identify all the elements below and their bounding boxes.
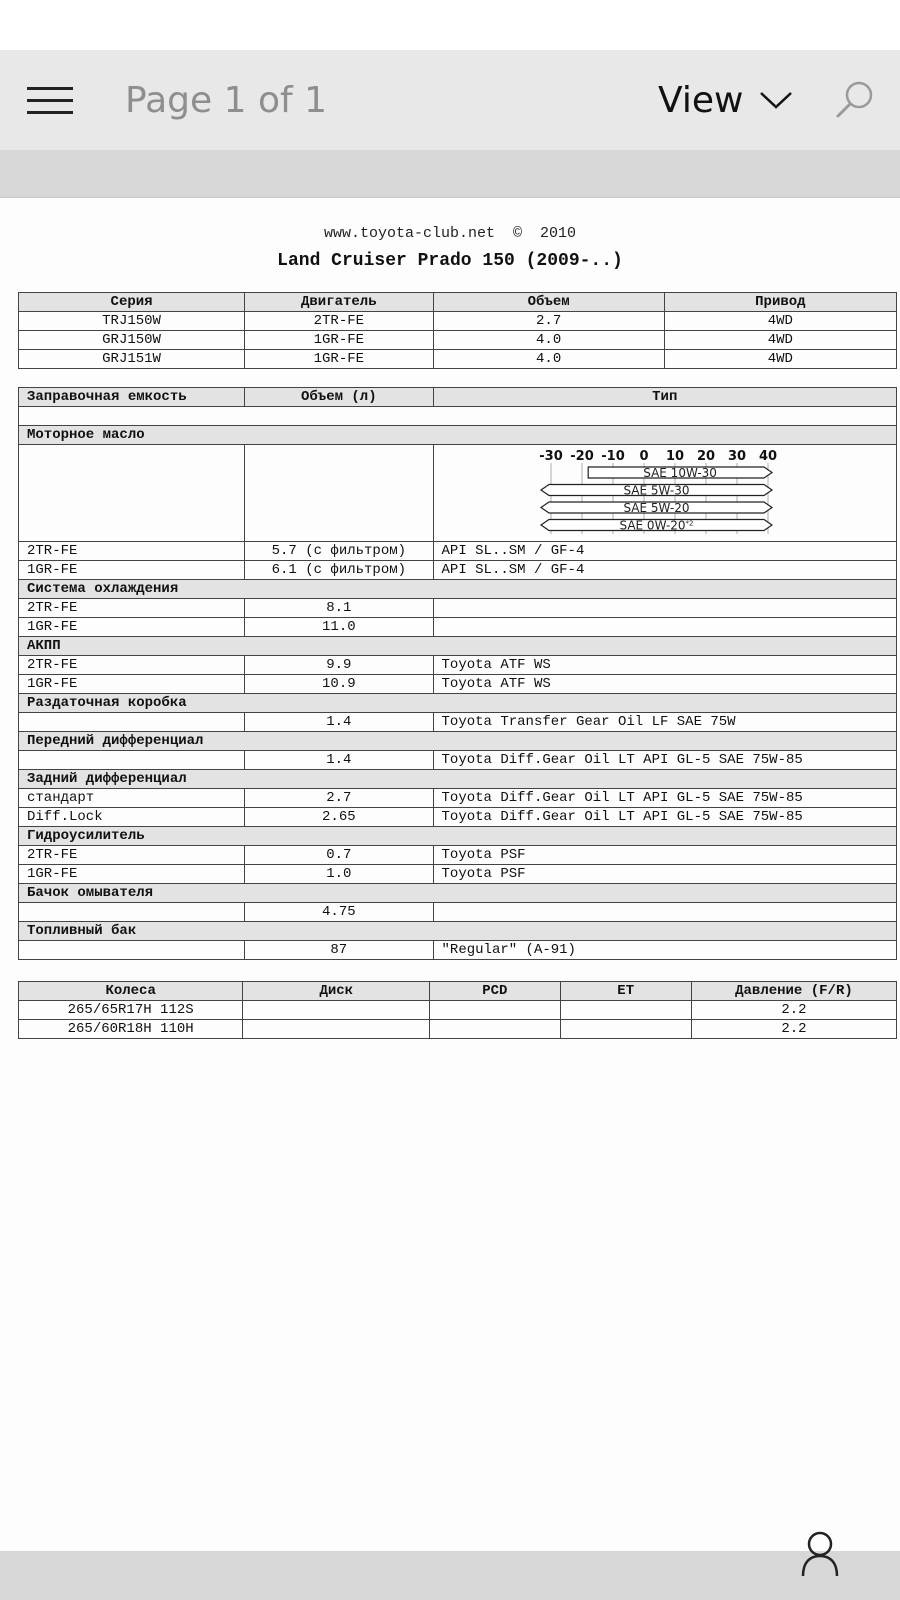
temperature-tick-label: 20 — [696, 449, 715, 464]
section-title: Раздаточная коробка — [19, 694, 897, 713]
section-title: АКПП — [19, 637, 897, 656]
table-row — [19, 789, 897, 808]
table-cell: 0.7 — [245, 846, 433, 865]
section-engine-oil — [19, 426, 897, 445]
table-cell: 2TR-FE — [245, 312, 433, 331]
table-row — [19, 350, 897, 369]
app-toolbar — [0, 50, 900, 150]
page-indicator: Page 1 of 1 — [125, 80, 327, 121]
table-cell: Toyota Transfer Gear Oil LF SAE 75W — [433, 713, 896, 732]
table-cell: 1.0 — [245, 865, 433, 884]
table-cell: 2.7 — [245, 789, 433, 808]
table-cell: 2TR-FE — [19, 656, 245, 675]
table-row — [19, 1001, 897, 1020]
table-row — [19, 331, 897, 350]
table-cell: 1.4 — [245, 713, 433, 732]
section-washer-tank — [19, 884, 897, 903]
section-title: Задний дифференциал — [19, 770, 897, 789]
col-header-rim: Диск — [243, 982, 430, 1001]
col-header-et: ET — [560, 982, 691, 1001]
table-cell: Toyota Diff.Gear Oil LT API GL-5 SAE 75W-85 — [433, 808, 896, 827]
table-cell: Toyota Diff.Gear Oil LT API GL-5 SAE 75W-85 — [433, 789, 896, 808]
table-cell — [19, 713, 245, 732]
section-front-differential — [19, 732, 897, 751]
section-transmission — [19, 637, 897, 656]
document-page — [0, 198, 900, 1551]
col-header-type: Тип — [433, 388, 896, 407]
table-cell: TRJ150W — [19, 312, 245, 331]
col-header-pcd: PCD — [430, 982, 560, 1001]
table-row — [19, 808, 897, 827]
section-title: Топливный бак — [19, 922, 897, 941]
table-row — [19, 561, 897, 580]
table-row — [19, 865, 897, 884]
table-row — [19, 312, 897, 331]
viscosity-band-label: SAE 5W-30 — [623, 483, 690, 498]
view-menu-button[interactable] — [658, 78, 793, 122]
view-label: View — [658, 79, 744, 121]
table-cell: "Regular" (A-91) — [433, 941, 896, 960]
table-cell: Diff.Lock — [19, 808, 245, 827]
table-cell: 1GR-FE — [19, 675, 245, 694]
table-cell — [19, 941, 245, 960]
table-cell: 1GR-FE — [19, 618, 245, 637]
table-cell — [433, 618, 896, 637]
table-cell: стандарт — [19, 789, 245, 808]
col-header-capacity: Заправочная емкость — [19, 388, 245, 407]
table-cell: Toyota Diff.Gear Oil LT API GL-5 SAE 75W-85 — [433, 751, 896, 770]
temperature-tick-label: -10 — [600, 449, 625, 464]
wheels-table-header — [19, 982, 897, 1001]
table-row — [19, 1020, 897, 1039]
table-cell: 5.7 (с фильтром) — [245, 542, 433, 561]
oil-chart-row — [19, 445, 897, 542]
table-cell: Toyota ATF WS — [433, 675, 896, 694]
table-cell: 4.0 — [433, 331, 664, 350]
temperature-tick-label: 30 — [727, 449, 746, 464]
section-transfer-case — [19, 694, 897, 713]
col-header-pressure: Давление (F/R) — [691, 982, 896, 1001]
table-cell — [430, 1020, 560, 1039]
table-cell: Toyota ATF WS — [433, 656, 896, 675]
temperature-tick-label: 10 — [665, 449, 684, 464]
table-cell: 87 — [245, 941, 433, 960]
table-cell: 4.75 — [245, 903, 433, 922]
section-rear-differential — [19, 770, 897, 789]
section-title: Бачок омывателя — [19, 884, 897, 903]
table-cell: GRJ150W — [19, 331, 245, 350]
models-table — [18, 292, 897, 369]
table-cell: 8.1 — [245, 599, 433, 618]
table-cell — [560, 1001, 691, 1020]
table-cell: 10.9 — [245, 675, 433, 694]
table-cell: 4WD — [664, 350, 896, 369]
temperature-tick-label: 0 — [639, 449, 649, 464]
viscosity-band-label: SAE 5W-20 — [623, 501, 690, 515]
table-cell: Toyota PSF — [433, 865, 896, 884]
site-line: www.toyota-club.net © 2010 — [323, 225, 577, 242]
table-cell — [243, 1001, 430, 1020]
table-cell — [243, 1020, 430, 1039]
temperature-tick-label: -20 — [569, 449, 594, 464]
table-cell — [433, 903, 896, 922]
table-cell: 2TR-FE — [19, 599, 245, 618]
table-cell: Toyota PSF — [433, 846, 896, 865]
bottom-bar — [0, 1551, 900, 1600]
table-cell: 2.7 — [433, 312, 664, 331]
table-cell: 1GR-FE — [19, 561, 245, 580]
col-header-drive: Привод — [664, 293, 896, 312]
temperature-tick-label: -30 — [538, 449, 563, 464]
oil-viscosity-chart — [533, 448, 798, 540]
table-cell: 2TR-FE — [19, 846, 245, 865]
temperature-tick-label: 40 — [758, 449, 777, 464]
search-icon[interactable] — [835, 80, 875, 120]
table-cell: 4.0 — [433, 350, 664, 369]
capacity-table — [18, 387, 897, 960]
table-cell — [430, 1001, 560, 1020]
table-cell: 2.2 — [691, 1001, 896, 1020]
table-row — [19, 675, 897, 694]
table-cell: 9.9 — [245, 656, 433, 675]
section-title: Система охлаждения — [19, 580, 897, 599]
table-cell: 11.0 — [245, 618, 433, 637]
table-row — [19, 751, 897, 770]
table-cell: 265/65R17H 112S — [19, 1001, 243, 1020]
table-row — [19, 542, 897, 561]
viscosity-band-label: SAE 0W-20$^{*2}$ — [619, 518, 694, 533]
wheels-table — [18, 981, 897, 1039]
table-cell: 4WD — [664, 312, 896, 331]
table-cell: API SL..SM / GF-4 — [433, 561, 896, 580]
section-title: Моторное масло — [19, 426, 897, 445]
table-row — [19, 656, 897, 675]
viscosity-band-label: SAE 10W-30 — [642, 466, 717, 480]
account-icon[interactable] — [800, 1530, 840, 1578]
col-header-series: Серия — [19, 293, 245, 312]
models-table-header — [19, 293, 897, 312]
table-row — [19, 618, 897, 637]
table-cell — [433, 599, 896, 618]
menu-icon[interactable] — [27, 87, 73, 115]
toolbar-secondary-strip — [0, 150, 900, 198]
col-header-displacement: Объем — [433, 293, 664, 312]
col-header-volume: Объем (л) — [245, 388, 433, 407]
section-title: Гидроусилитель — [19, 827, 897, 846]
section-title: Передний дифференциал — [19, 732, 897, 751]
col-header-engine: Двигатель — [245, 293, 433, 312]
table-cell: GRJ151W — [19, 350, 245, 369]
table-cell: 1GR-FE — [19, 865, 245, 884]
col-header-wheels: Колеса — [19, 982, 243, 1001]
table-cell: 4WD — [664, 331, 896, 350]
table-row — [19, 599, 897, 618]
table-row — [19, 713, 897, 732]
chevron-down-icon — [759, 90, 793, 110]
section-fuel-tank — [19, 922, 897, 941]
table-cell — [560, 1020, 691, 1039]
section-power-steering — [19, 827, 897, 846]
table-cell: 1.4 — [245, 751, 433, 770]
table-cell: 1GR-FE — [245, 331, 433, 350]
section-cooling — [19, 580, 897, 599]
table-cell: 2.2 — [691, 1020, 896, 1039]
table-cell: 2TR-FE — [19, 542, 245, 561]
table-cell: 6.1 (с фильтром) — [245, 561, 433, 580]
table-row — [19, 941, 897, 960]
table-cell: 2.65 — [245, 808, 433, 827]
table-cell: API SL..SM / GF-4 — [433, 542, 896, 561]
document-title: Land Cruiser Prado 150 (2009-..) — [277, 251, 623, 271]
table-row — [19, 903, 897, 922]
capacity-table-header — [19, 388, 897, 407]
table-row — [19, 846, 897, 865]
table-cell — [19, 903, 245, 922]
table-cell: 1GR-FE — [245, 350, 433, 369]
table-cell — [19, 751, 245, 770]
blank-row — [19, 407, 897, 426]
table-cell: 265/60R18H 110H — [19, 1020, 243, 1039]
